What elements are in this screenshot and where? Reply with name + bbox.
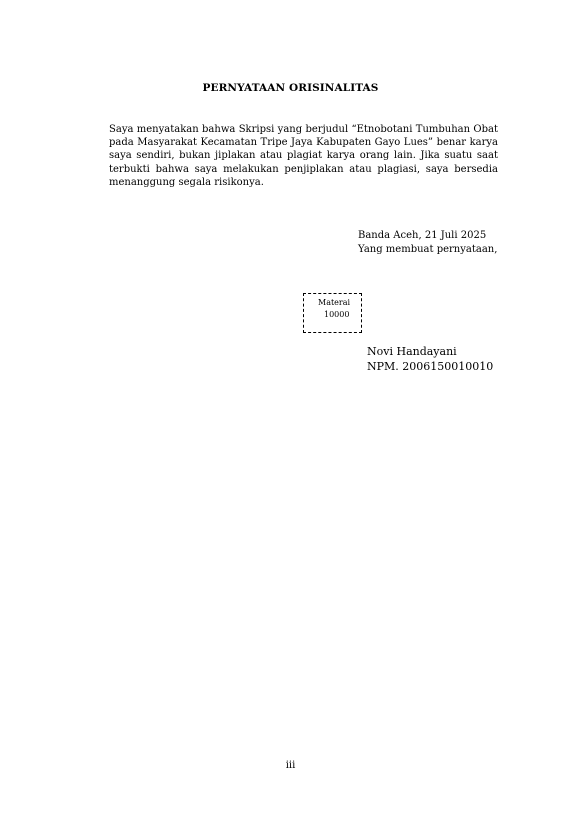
page-title: PERNYATAAN ORISINALITAS xyxy=(202,82,379,94)
stamp-label: Materai xyxy=(318,298,351,307)
signer-npm: NPM. 2006150010010 xyxy=(367,360,494,373)
page-number: iii xyxy=(285,760,296,771)
signer-name: Novi Handayani xyxy=(367,345,457,358)
statement-paragraph: Saya menyatakan bahwa Skripsi yang berjudul “Etnobotani Tumbuhan Obat pada Masyarakat Kecamatan Tripe Jaya Kabupaten Gayo Lues” benar karya saya sendiri, bukan jiplakan atau plagiat karya orang lain. Jika suatu saat terbukti bahwa saya melakukan penjiplakan atau plagiasi, saya bersedia menanggung segala risikonya. xyxy=(109,124,498,188)
stamp-placeholder-box xyxy=(303,293,362,333)
signer-caption: Yang membuat pernyataan, xyxy=(358,244,498,255)
place-date: Banda Aceh, 21 Juli 2025 xyxy=(358,230,487,241)
stamp-value: 10000 xyxy=(324,310,350,319)
